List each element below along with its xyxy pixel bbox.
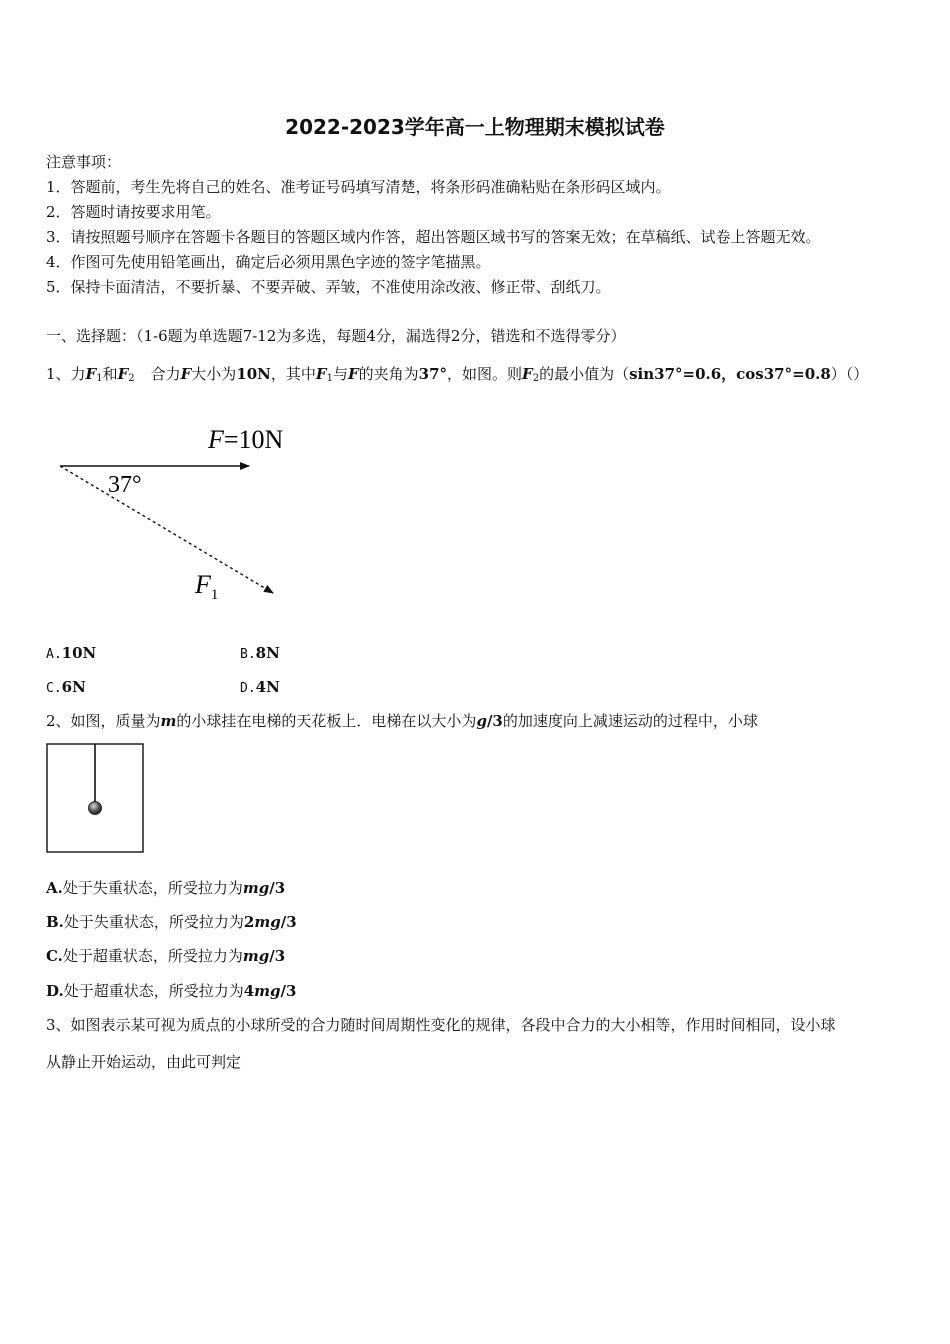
force-f-label: F=10N [208,425,284,454]
elevator-diagram [46,743,146,855]
question-1-stem: 1、力$F_1$和$F_2$ 合力F大小为10N，其中$F_1$与F的夹角为37°，如图。则$F_2$的最小值为（sin37°=0.6，cos37°=0.8）（） [46,365,869,384]
option-b[interactable]: B.处于失重状态，所受拉力为2mg/3 [46,913,297,931]
ball [89,802,102,815]
option-b[interactable]: B.8N [240,644,280,662]
page-title: 2022-2023学年高一上物理期末模拟试卷 [285,115,665,139]
question-3-stem: 3、如图表示某可视为质点的小球所受的合力随时间周期性变化的规律，各段中合力的大小相等，作用时间相同，设小球 [46,1016,836,1034]
option-c[interactable]: C.处于超重状态，所受拉力为mg/3 [46,947,286,965]
notice-item: 3．请按照题号顺序在答题卡各题目的答题区域内作答，超出答题区域书写的答案无效；在草稿纸、试卷上答题无效。 [46,228,821,246]
question-2-stem: 2、如图，质量为m的小球挂在电梯的天花板上．电梯在以大小为g/3的加速度向上减速运动的过程中，小球 [46,712,758,730]
option-a[interactable]: A.10N [46,644,97,662]
question-3-stem-cont: 从静止开始运动，由此可判定 [46,1053,242,1071]
angle-label: 37° [108,472,142,498]
option-a[interactable]: A.处于失重状态，所受拉力为mg/3 [46,879,286,897]
option-d[interactable]: D.处于超重状态，所受拉力为4mg/3 [46,982,297,1000]
force-diagram [40,415,320,610]
notice-item: 5．保持卡面清洁，不要折暴、不要弄破、弄皱，不准使用涂改液、修正带、刮纸刀。 [46,278,611,296]
notice-item: 2．答题时请按要求用笔。 [46,203,221,221]
section-heading: 一、选择题：（1-6题为单选题7-12为多选，每题4分，漏选得2分，错选和不选得零分） [46,327,626,345]
notice-item: 4．作图可先使用铅笔画出，确定后必须用黑色字迹的签字笔描黑。 [46,253,491,271]
option-d[interactable]: D.4N [240,678,280,696]
force-f1-arrow [60,466,273,593]
force-f1-label: $F_1$ [195,570,219,603]
notice-item: 1．答题前，考生先将自己的姓名、准考证号码填写清楚，将条形码准确粘贴在条形码区域内。 [46,178,671,196]
notice-heading: 注意事项： [46,153,122,171]
option-c[interactable]: C.6N [46,678,86,696]
